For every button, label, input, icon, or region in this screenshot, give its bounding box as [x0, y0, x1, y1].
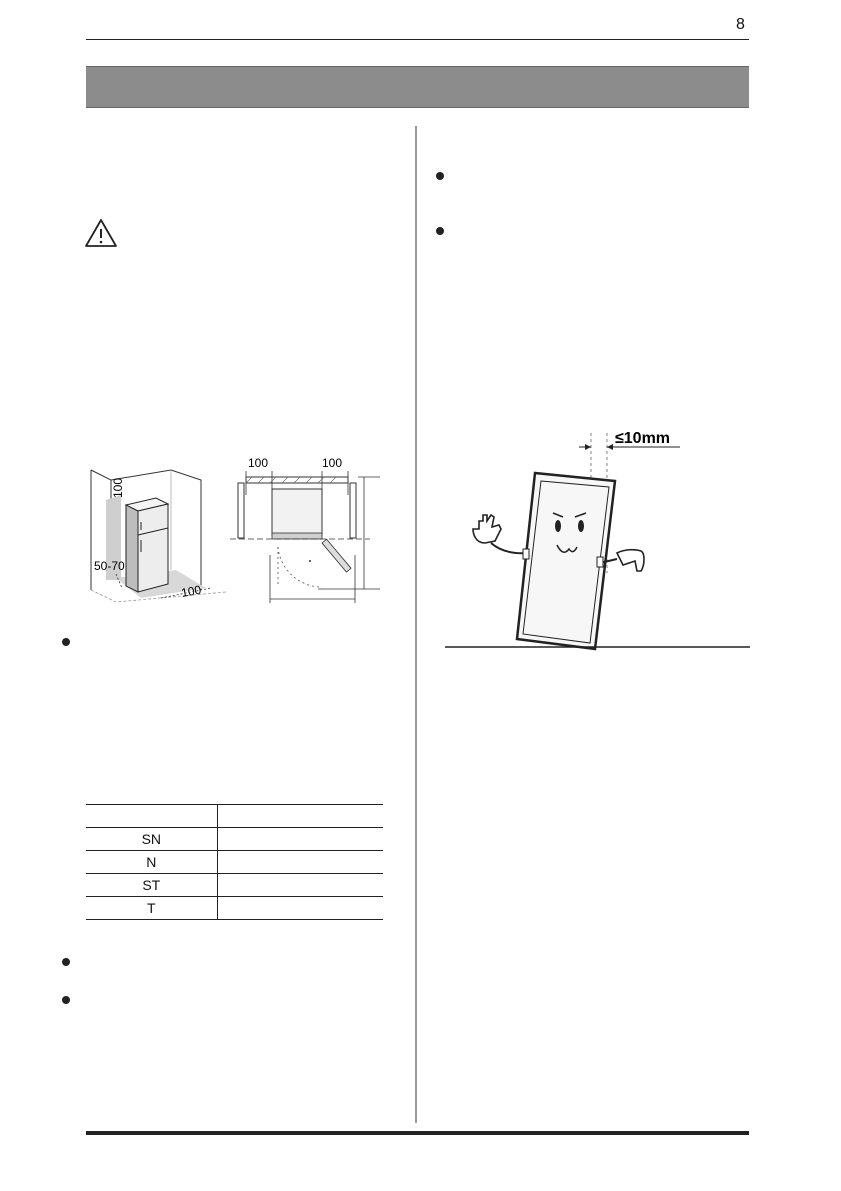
right-clearance-label: 100 — [322, 456, 343, 470]
table-header-cell — [86, 805, 217, 828]
climate-class-table — [86, 804, 383, 920]
top-rule — [86, 39, 749, 40]
back-clearance-label: 100 — [180, 582, 203, 600]
table-row — [86, 874, 383, 897]
door-gap-label: ≤10mm — [615, 430, 671, 447]
temperature-range-cell — [217, 828, 383, 851]
clearance-perspective-diagram — [86, 460, 226, 605]
climate-class-cell: T — [86, 897, 217, 920]
table-row — [86, 828, 383, 851]
table-row — [86, 897, 383, 920]
table-header-cell — [217, 805, 383, 828]
temperature-range-cell — [217, 851, 383, 874]
climate-class-cell: ST — [86, 874, 217, 897]
bullet-icon — [62, 638, 70, 646]
temperature-range-cell — [217, 874, 383, 897]
column-divider — [415, 126, 417, 1123]
left-clearance-label: 100 — [248, 456, 269, 470]
clearance-top-view-diagram — [230, 455, 390, 605]
temperature-range-cell — [217, 897, 383, 920]
climate-class-cell: SN — [86, 828, 217, 851]
page-number: 8 — [736, 16, 745, 33]
section-header-bar — [86, 66, 749, 108]
bullet-icon — [436, 227, 444, 235]
table-header-row — [86, 805, 383, 828]
bullet-icon — [436, 172, 444, 180]
table-row — [86, 851, 383, 874]
climate-class-cell: N — [86, 851, 217, 874]
bullet-icon — [62, 958, 70, 966]
side-clearance-label: 50-70 — [94, 559, 125, 573]
bullet-icon — [62, 996, 70, 1004]
bottom-rule — [86, 1131, 749, 1135]
door-gap-cartoon-diagram — [445, 425, 750, 655]
top-clearance-label: 100 — [111, 477, 125, 498]
warning-triangle-icon — [84, 218, 118, 248]
